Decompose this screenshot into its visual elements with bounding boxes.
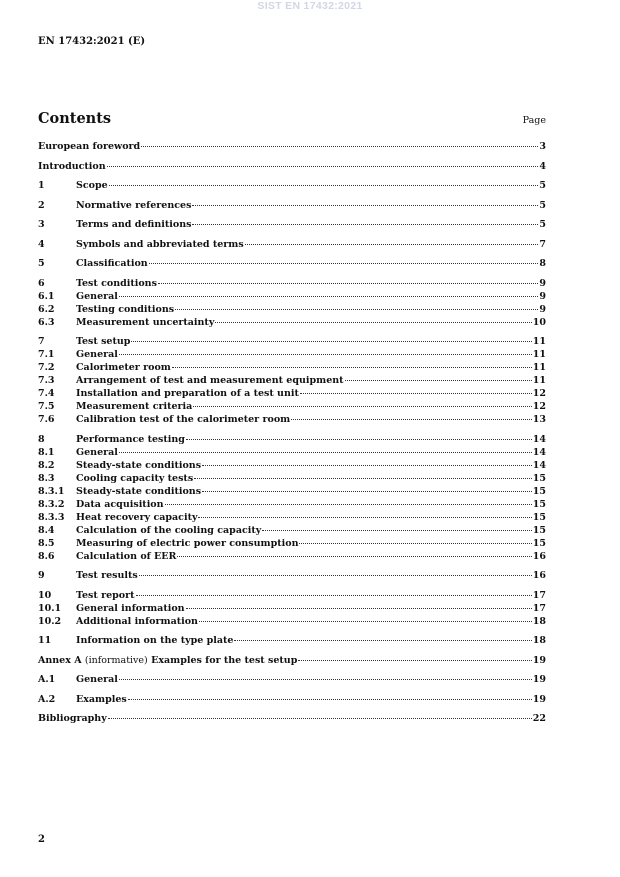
toc-entry-number: 8.3.1 (38, 485, 65, 497)
toc-entry-number: 8 (38, 433, 45, 445)
toc-leader-dots (291, 419, 532, 420)
toc-entry-page: 18 (532, 635, 546, 646)
contents-heading: Contents (38, 110, 112, 127)
toc-entry-title: Measurement uncertainty (76, 316, 215, 328)
toc-entry-title: General (76, 446, 118, 458)
toc-entry-number: 6.1 (38, 290, 55, 302)
toc-entry-number: 8.3.2 (38, 498, 65, 510)
toc-leader-dots (119, 452, 532, 453)
toc-leader-dots (192, 205, 538, 206)
toc-entry-title: Bibliography (38, 713, 107, 724)
toc-entry-number: 10.1 (38, 602, 62, 614)
toc-leader-dots (141, 146, 538, 147)
toc-entry-page: 4 (539, 160, 546, 172)
toc-entry-title: Measurement criteria (76, 401, 193, 412)
toc-entry-page: 17 (532, 602, 546, 614)
toc-entry[interactable] (38, 654, 546, 667)
toc-entry-number: 8.1 (38, 446, 55, 458)
toc-leader-dots (202, 465, 532, 466)
toc-entry-page: 14 (532, 433, 546, 445)
toc-entry[interactable] (38, 569, 546, 582)
toc-entry-page: 15 (532, 472, 546, 484)
toc-entry-title: Arrangement of test and measurement equipment (76, 375, 344, 386)
toc-entry[interactable] (38, 550, 546, 563)
toc-entry-title: Terms and definitions (76, 219, 192, 230)
toc-entry-number: 2 (38, 199, 45, 211)
toc-entry[interactable] (38, 140, 546, 153)
toc-leader-dots (345, 380, 532, 381)
toc-entry-title: European foreword (38, 141, 141, 152)
toc-entry-page: 17 (532, 589, 546, 601)
toc-entry-number: 7.6 (38, 414, 55, 425)
toc-entry-number: 7.2 (38, 362, 55, 373)
toc-entry[interactable] (38, 446, 546, 459)
toc-entry[interactable] (38, 433, 546, 446)
toc-entry-title: Introduction (38, 160, 106, 172)
toc-entry-number: A.1 (38, 674, 56, 685)
toc-leader-dots (193, 406, 531, 407)
toc-entry[interactable] (38, 712, 546, 725)
toc-entry[interactable] (38, 179, 546, 192)
toc-entry[interactable] (38, 290, 546, 303)
toc-entry[interactable] (38, 277, 546, 290)
toc-entry-title: Scope (76, 180, 108, 191)
toc-entry-number: 9 (38, 570, 45, 581)
toc-entry-title: Cooling capacity tests (76, 472, 194, 484)
watermark: SIST EN 17432:2021 (257, 0, 363, 12)
toc-entry-title: General information (76, 602, 185, 614)
toc-entry-page: 16 (532, 570, 546, 581)
toc-entry-number: 5 (38, 258, 45, 269)
table-of-contents (38, 140, 546, 725)
toc-entry-page: 11 (532, 362, 546, 373)
toc-entry-number: 7 (38, 336, 45, 347)
toc-entry-title: Heat recovery capacity (76, 511, 198, 523)
toc-entry-number: 6.3 (38, 316, 55, 328)
toc-leader-dots (198, 517, 531, 518)
toc-entry[interactable] (38, 387, 546, 400)
toc-entry-page: 11 (532, 375, 546, 386)
toc-entry[interactable] (38, 335, 546, 348)
toc-entry-page: 15 (532, 511, 546, 523)
toc-entry[interactable] (38, 615, 546, 628)
toc-entry[interactable] (38, 589, 546, 602)
toc-entry-title (38, 654, 297, 667)
toc-entry-title: Data acquisition (76, 498, 164, 510)
toc-entry-title: Installation and preparation of a test unit (76, 388, 299, 399)
toc-entry-title: Performance testing (76, 433, 185, 445)
toc-leader-dots (186, 439, 532, 440)
toc-entry-number: 8.2 (38, 459, 55, 471)
toc-entry-number: 8.3 (38, 472, 55, 484)
toc-entry-title: Steady-state conditions (76, 459, 202, 471)
toc-leader-dots (119, 354, 532, 355)
toc-entry-title: Steady-state conditions (76, 485, 202, 497)
toc-entry-title: Normative references (76, 199, 192, 211)
toc-entry[interactable] (38, 472, 546, 485)
toc-entry-page: 14 (532, 459, 546, 471)
document-id: EN 17432:2021 (E) (38, 36, 146, 47)
toc-leader-dots (136, 595, 532, 596)
toc-entry-number: 6 (38, 277, 45, 289)
toc-entry-page: 11 (532, 336, 546, 347)
toc-entry-title: Additional information (76, 615, 198, 627)
toc-leader-dots (149, 263, 539, 264)
toc-entry-number: 8.3.3 (38, 511, 65, 523)
toc-entry-number: 11 (38, 635, 52, 646)
toc-entry[interactable] (38, 374, 546, 387)
toc-leader-dots (245, 244, 539, 245)
toc-entry-page: 7 (539, 238, 546, 250)
toc-entry-number: 10 (38, 589, 52, 601)
toc-leader-dots (172, 367, 532, 368)
annex-label: Annex A (38, 654, 82, 666)
toc-entry-page: 15 (532, 524, 546, 536)
toc-entry-page: 12 (532, 401, 546, 412)
toc-entry-number: 6.2 (38, 303, 55, 315)
toc-leader-dots (108, 718, 532, 719)
toc-entry[interactable] (38, 602, 546, 615)
toc-entry[interactable] (38, 524, 546, 537)
toc-leader-dots (128, 699, 532, 700)
toc-entry[interactable] (38, 218, 546, 231)
toc-entry-title: General (76, 349, 118, 360)
toc-leader-dots (234, 640, 531, 641)
toc-entry-title: Test results (76, 570, 138, 581)
toc-entry-page: 5 (539, 199, 546, 211)
toc-entry[interactable] (38, 673, 546, 686)
toc-entry-number: 4 (38, 238, 45, 250)
toc-entry-title: General (76, 674, 118, 685)
toc-leader-dots (119, 679, 532, 680)
toc-entry-page: 3 (539, 141, 546, 152)
toc-entry-page: 15 (532, 498, 546, 510)
toc-entry[interactable] (38, 413, 546, 426)
toc-entry[interactable] (38, 537, 546, 550)
toc-entry-page: 15 (532, 537, 546, 549)
toc-entry[interactable] (38, 348, 546, 361)
toc-entry-page: 8 (539, 258, 546, 269)
toc-entry-title: Classification (76, 258, 148, 269)
toc-entry-page: 11 (532, 349, 546, 360)
toc-leader-dots (177, 556, 531, 557)
toc-entry-number: 7.1 (38, 349, 55, 360)
toc-leader-dots (202, 491, 532, 492)
toc-entry-title: Calibration test of the calorimeter room (76, 414, 291, 425)
toc-entry-number: 1 (38, 180, 45, 191)
toc-entry[interactable] (38, 498, 546, 511)
toc-entry[interactable] (38, 361, 546, 374)
page-number: 2 (38, 834, 45, 845)
toc-entry-page: 5 (539, 219, 546, 230)
toc-entry-page: 19 (532, 674, 546, 685)
toc-entry-title: Measuring of electric power consumption (76, 537, 299, 549)
toc-entry-page: 14 (532, 446, 546, 458)
toc-entry[interactable] (38, 199, 546, 212)
toc-entry[interactable] (38, 160, 546, 173)
toc-leader-dots (194, 478, 532, 479)
toc-entry-title: General (76, 290, 118, 302)
toc-entry-page: 10 (532, 316, 546, 328)
toc-entry-title: Calorimeter room (76, 362, 171, 373)
toc-entry[interactable] (38, 303, 546, 316)
toc-leader-dots (165, 504, 532, 505)
toc-entry-number: 3 (38, 219, 45, 230)
toc-leader-dots (175, 309, 538, 310)
toc-leader-dots (119, 296, 538, 297)
page-column-label: Page (522, 115, 546, 126)
toc-leader-dots (158, 283, 538, 284)
toc-leader-dots (107, 166, 539, 167)
toc-leader-dots (192, 224, 538, 225)
toc-entry-number: 7.3 (38, 375, 55, 386)
toc-leader-dots (131, 341, 531, 342)
toc-entry[interactable] (38, 400, 546, 413)
toc-entry-title: Testing conditions (76, 303, 175, 315)
toc-leader-dots (139, 575, 532, 576)
toc-leader-dots (300, 393, 532, 394)
toc-leader-dots (215, 322, 531, 323)
toc-entry-title: Examples (76, 693, 127, 705)
toc-entry-title: Test conditions (76, 277, 157, 289)
toc-entry-page: 9 (539, 290, 546, 302)
toc-entry-number: 8.4 (38, 524, 55, 536)
toc-leader-dots (299, 543, 531, 544)
toc-entry-number: 8.5 (38, 537, 55, 549)
toc-entry-title: Test setup (76, 336, 131, 347)
toc-leader-dots (262, 530, 531, 531)
toc-leader-dots (199, 621, 532, 622)
annex-type: (informative) (84, 654, 148, 666)
toc-entry-page: 13 (532, 414, 546, 425)
toc-entry-number: 8.6 (38, 550, 55, 562)
toc-entry-title: Calculation of the cooling capacity (76, 524, 262, 536)
toc-entry[interactable] (38, 511, 546, 524)
toc-entry-page: 19 (532, 693, 546, 705)
toc-leader-dots (186, 608, 532, 609)
toc-entry[interactable] (38, 634, 546, 647)
toc-entry[interactable] (38, 459, 546, 472)
toc-entry[interactable] (38, 238, 546, 251)
toc-entry-page: 18 (532, 615, 546, 627)
toc-entry-page: 5 (539, 180, 546, 191)
toc-entry[interactable] (38, 316, 546, 329)
toc-entry-title: Calculation of EER (76, 550, 177, 562)
toc-entry-title: Information on the type plate (76, 635, 234, 646)
toc-entry-title: Test report (76, 589, 135, 601)
annex-title: Examples for the test setup (151, 654, 298, 666)
toc-entry-page: 9 (539, 277, 546, 289)
toc-entry-number: 7.4 (38, 388, 55, 399)
toc-entry[interactable] (38, 485, 546, 498)
toc-entry-page: 9 (539, 303, 546, 315)
toc-entry-number: 10.2 (38, 615, 62, 627)
toc-leader-dots (109, 185, 539, 186)
toc-entry-page: 16 (532, 550, 546, 562)
toc-entry-page: 12 (532, 388, 546, 399)
toc-entry[interactable] (38, 693, 546, 706)
toc-entry-page: 15 (532, 485, 546, 497)
toc-leader-dots (298, 660, 531, 661)
toc-entry-number: 7.5 (38, 401, 55, 412)
toc-entry-page: 22 (532, 713, 546, 724)
toc-entry[interactable] (38, 257, 546, 270)
toc-entry-page: 19 (532, 654, 546, 666)
toc-entry-title: Symbols and abbreviated terms (76, 238, 244, 250)
toc-entry-number: A.2 (38, 693, 56, 705)
